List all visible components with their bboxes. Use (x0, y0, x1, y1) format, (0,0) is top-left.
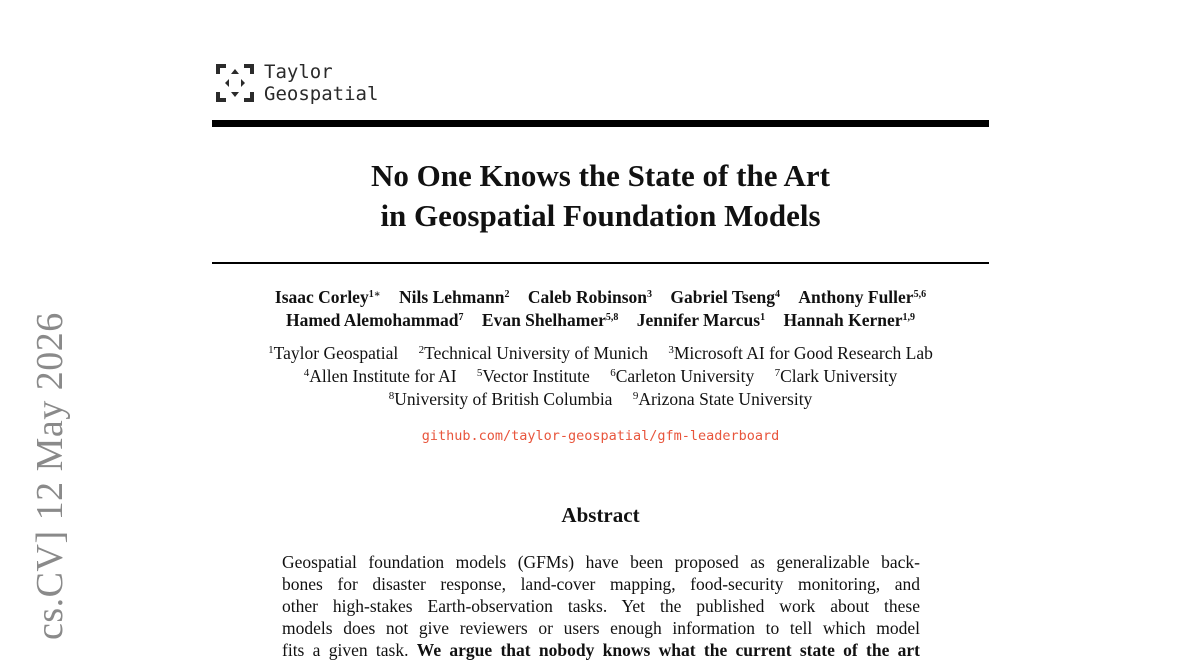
affiliation-line-2 (212, 365, 989, 388)
affiliation-line-1 (212, 342, 989, 365)
repo-link[interactable]: github.com/taylor-geospatial/gfm-leaderboard (421, 428, 780, 444)
taylor-geospatial-logo (212, 60, 378, 106)
author: Gabriel Tseng$^4$ (670, 287, 780, 307)
author-list (212, 286, 989, 332)
author: Jennifer Marcus$^1$ (636, 310, 766, 330)
abstract-line: other high-stakes Earth-observation tasks. Yet the published work about these (282, 596, 920, 616)
paper-title (212, 156, 989, 236)
abstract-line: bones for disaster response, land-cover mapping, food-security monitoring, and (282, 574, 920, 594)
author: Hannah Kerner$^{1,9}$ (783, 310, 916, 330)
author: Nils Lehmann$^2$ (399, 287, 510, 307)
logo-line-2: Geospatial (264, 83, 379, 105)
title-line-2: in Geospatial Foundation Models (380, 198, 821, 233)
affiliation: $^8$University of British Columbia (388, 389, 613, 409)
affiliation: $^6$Carleton University (610, 366, 755, 386)
author-line-2 (212, 309, 989, 332)
taylor-geospatial-logo-icon (212, 60, 258, 106)
logo-wordmark (264, 61, 378, 105)
affiliation: $^2$Technical University of Munich (418, 343, 648, 363)
abstract-heading: Abstract (561, 503, 640, 527)
abstract-line: Geospatial foundation models (GFMs) have been proposed as generalizable back- (282, 552, 920, 572)
author: Isaac Corley$^{1∗}$ (274, 287, 381, 307)
affiliation: $^1$Taylor Geospatial (268, 343, 399, 363)
arxiv-margin-stamp: cs.CV] 12 May 2026 (29, 312, 71, 640)
abstract-claim-bold: We argue that nobody knows what the current state of the art (416, 640, 921, 660)
author: Evan Shelhamer$^{5,8}$ (481, 310, 619, 330)
author: Anthony Fuller$^{5,6}$ (798, 287, 927, 307)
affiliation-line-3 (212, 388, 989, 411)
logo-line-1: Taylor (264, 61, 333, 83)
affiliation: $^9$Arizona State University (632, 389, 813, 409)
title-line-1: No One Knows the State of the Art (371, 158, 830, 193)
author: Caleb Robinson$^3$ (527, 287, 653, 307)
abstract-body (282, 551, 920, 661)
affiliation: $^7$Clark University (774, 366, 898, 386)
affiliation-list (212, 342, 989, 411)
affiliation: $^5$Vector Institute (476, 366, 590, 386)
abstract-line: models does not give reviewers or users enough information to tell which model (282, 618, 920, 638)
author: Hamed Alemohammad$^7$ (285, 310, 464, 330)
affiliation: $^3$Microsoft AI for Good Research Lab (668, 343, 933, 363)
author-line-1 (212, 286, 989, 309)
header-rule-thick (212, 120, 989, 127)
abstract-line-partial: fits a given task. We argue that nobody knows what the current state of the art (282, 640, 921, 660)
affiliation: $^4$Allen Institute for AI (303, 366, 457, 386)
header-rule-thin (212, 262, 989, 264)
